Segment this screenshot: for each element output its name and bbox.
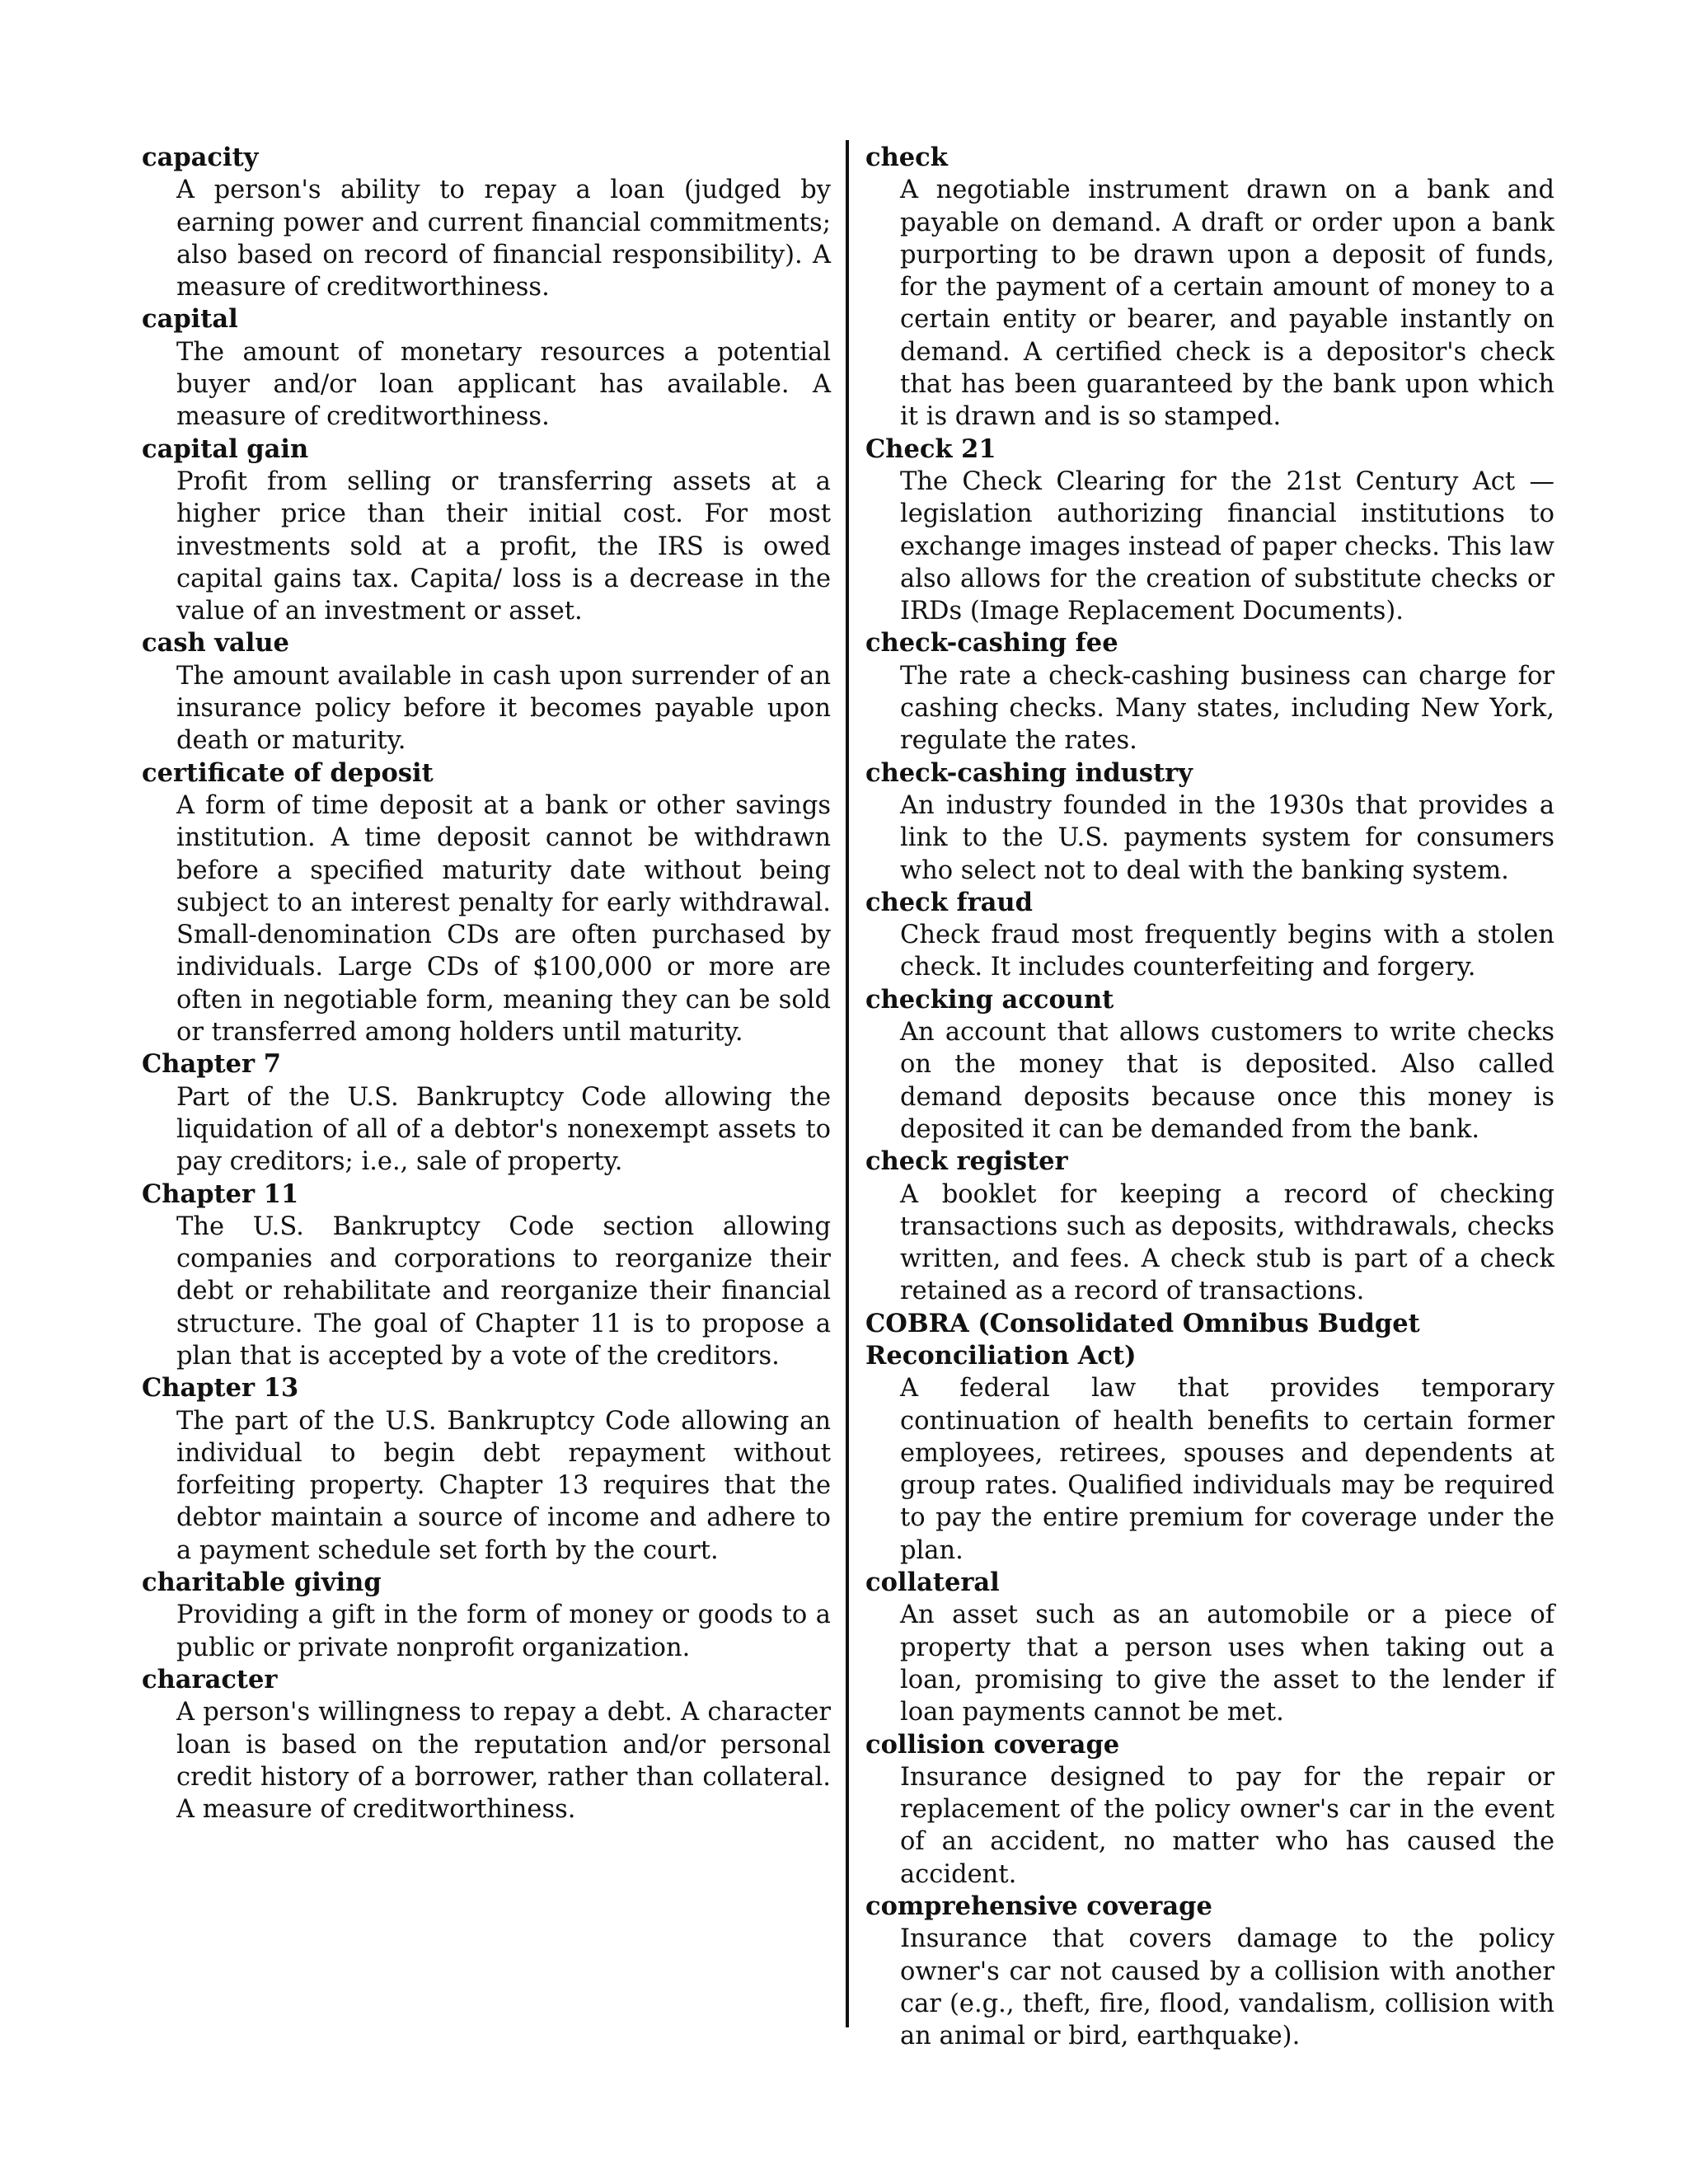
- glossary-definition: A form of time deposit at a bank or other savings institution. A time deposit cannot be withdrawn before a specified maturity date without being subject to an interest penalty for early withdrawal. Small-denomination CDs are often purchased by individuals. Large CDs of $100,000 or more are often in negotiable form, meaning they can be sold or transferred among holders until maturity.: [176, 790, 831, 1047]
- glossary-term: capital: [142, 304, 238, 335]
- glossary-entry: [865, 757, 1554, 887]
- glossary-term: COBRA (Consolidated Omnibus Budget Reconciliation Act): [865, 1308, 1420, 1371]
- glossary-definition: Insurance that covers damage to the policy owner's car not caused by a collision with another car (e.g., theft, fire, flood, vandalism, collision with an animal or bird, earthquake).: [900, 1924, 1554, 2051]
- glossary-definition: An industry founded in the 1930s that provides a link to the U.S. payments system for consumers who select not to deal with the banking system.: [900, 790, 1554, 885]
- glossary-term: Chapter 7: [142, 1049, 281, 1080]
- glossary-term: check-cashing industry: [865, 757, 1193, 788]
- glossary-term: Chapter 13: [142, 1373, 299, 1404]
- glossary-definition: The amount available in cash upon surrender of an insurance policy before it becomes payable upon death or maturity.: [176, 661, 831, 756]
- glossary-entry: [142, 434, 831, 628]
- glossary-entry: [865, 1729, 1554, 1891]
- glossary-entry: [865, 1146, 1554, 1307]
- glossary-term: collateral: [865, 1568, 1000, 1598]
- glossary-term: cash value: [142, 628, 289, 658]
- glossary-entry: [142, 1664, 831, 1825]
- glossary-definition: A federal law that provides temporary continuation of health benefits to certain former employees, retirees, spouses and dependents at group rates. Qualified individuals may be required to pay the entire premium for coverage under the plan.: [900, 1374, 1554, 1565]
- glossary-term: charitable giving: [142, 1568, 382, 1598]
- glossary-definition: The amount of monetary resources a potential buyer and/or loan applicant has available. A measure of creditworthiness.: [176, 337, 831, 432]
- glossary-definition: The Check Clearing for the 21st Century Act — legislation authorizing financial institutions to exchange images instead of paper checks. This law also allows for the creation of substitute checks or IRDs (Image Replacement Documents).: [900, 466, 1554, 626]
- glossary-entry: [142, 1048, 831, 1178]
- glossary-entry: [865, 142, 1554, 434]
- glossary-definition: Part of the U.S. Bankruptcy Code allowing the liquidation of all of a debtor's nonexempt assets to pay creditors; i.e., sale of property.: [176, 1082, 831, 1177]
- glossary-entry: [865, 627, 1554, 757]
- glossary-entry: [142, 757, 831, 1049]
- glossary-entry: [142, 627, 831, 757]
- glossary-definition: A booklet for keeping a record of checking transactions such as deposits, withdrawals, checks written, and fees. A check stub is part of a check retained as a record of transactions.: [900, 1179, 1554, 1306]
- glossary-term: checking account: [865, 984, 1114, 1015]
- glossary-term: check: [865, 143, 948, 172]
- glossary-entry: [142, 303, 831, 433]
- glossary-term: Chapter 11: [142, 1179, 299, 1209]
- glossary-definition: Profit from selling or transferring assets at a higher price than their initial cost. For most investments sold at a profit, the IRS is owed capital gains tax. Capita/ loss is a decrease in the value of an investment or asset.: [176, 466, 831, 626]
- glossary-term: check register: [865, 1146, 1068, 1177]
- glossary-term: check-cashing fee: [865, 628, 1118, 658]
- glossary-term: character: [142, 1664, 278, 1694]
- glossary-entry: [142, 1567, 831, 1664]
- glossary-term: certificate of deposit: [142, 757, 434, 788]
- glossary-definition: A person's ability to repay a loan (judged by earning power and current financial commitments; also based on record of financial responsibility). A measure of creditworthiness.: [176, 176, 831, 302]
- glossary-entry: [865, 1308, 1554, 1567]
- glossary-definition: The rate a check-cashing business can charge for cashing checks. Many states, including New York, regulate the rates.: [900, 661, 1554, 756]
- glossary-definition: A person's willingness to repay a debt. A character loan is based on the reputation and/or personal credit history of a borrower, rather than collateral. A measure of creditworthiness.: [176, 1698, 831, 1825]
- glossary-definition: An account that allows customers to write checks on the money that is deposited. Also called demand deposits because once this money is deposited it can be demanded from the bank.: [900, 1018, 1554, 1144]
- glossary-definition: An asset such as an automobile or a piece of property that a person uses when taking out a loan, promising to give the asset to the lender if loan payments cannot be met.: [900, 1601, 1554, 1727]
- column-divider: [846, 140, 849, 2027]
- glossary-definition: A negotiable instrument drawn on a bank and payable on demand. A draft or order upon a bank purporting to be drawn upon a deposit of funds, for the payment of a certain amount of money to a certain entity or bearer, and payable instantly on demand. A certified check is a depositor's check that has been guaranteed by the bank upon which it is drawn and is so stamped.: [900, 176, 1554, 432]
- glossary-term: capital gain: [142, 434, 309, 464]
- glossary-entry: [142, 142, 831, 303]
- glossary-term: capacity: [142, 143, 259, 172]
- glossary-column-left: [142, 142, 831, 1825]
- glossary-definition: The U.S. Bankruptcy Code section allowing companies and corporations to reorganize their debt or rehabilitate and reorganize their financial structure. The goal of Chapter 11 is to propose a plan that is accepted by a vote of the creditors.: [176, 1212, 831, 1371]
- glossary-definition: The part of the U.S. Bankruptcy Code allowing an individual to begin debt repayment without forfeiting property. Chapter 13 requires that the debtor maintain a source of income and adhere to a payment schedule set forth by the court.: [176, 1406, 831, 1565]
- glossary-entry: [142, 1179, 831, 1373]
- glossary-entry: [865, 434, 1554, 628]
- glossary-definition: Providing a gift in the form of money or goods to a public or private nonprofit organization.: [176, 1601, 831, 1662]
- glossary-term: Check 21: [865, 434, 996, 464]
- glossary-definition: Check fraud most frequently begins with a stolen check. It includes counterfeiting and forgery.: [900, 921, 1554, 982]
- glossary-column-right: [865, 142, 1554, 2053]
- glossary-entry: [142, 1372, 831, 1567]
- glossary-term: collision coverage: [865, 1729, 1120, 1760]
- glossary-entry: [865, 984, 1554, 1146]
- glossary-term: comprehensive coverage: [865, 1891, 1212, 1922]
- glossary-entry: [865, 1567, 1554, 1728]
- glossary-entry: [865, 1891, 1554, 2052]
- glossary-entry: [865, 887, 1554, 984]
- glossary-definition: Insurance designed to pay for the repair or replacement of the policy owner's car in the event of an accident, no matter who has caused the accident.: [900, 1762, 1554, 1889]
- glossary-term: check fraud: [865, 887, 1033, 917]
